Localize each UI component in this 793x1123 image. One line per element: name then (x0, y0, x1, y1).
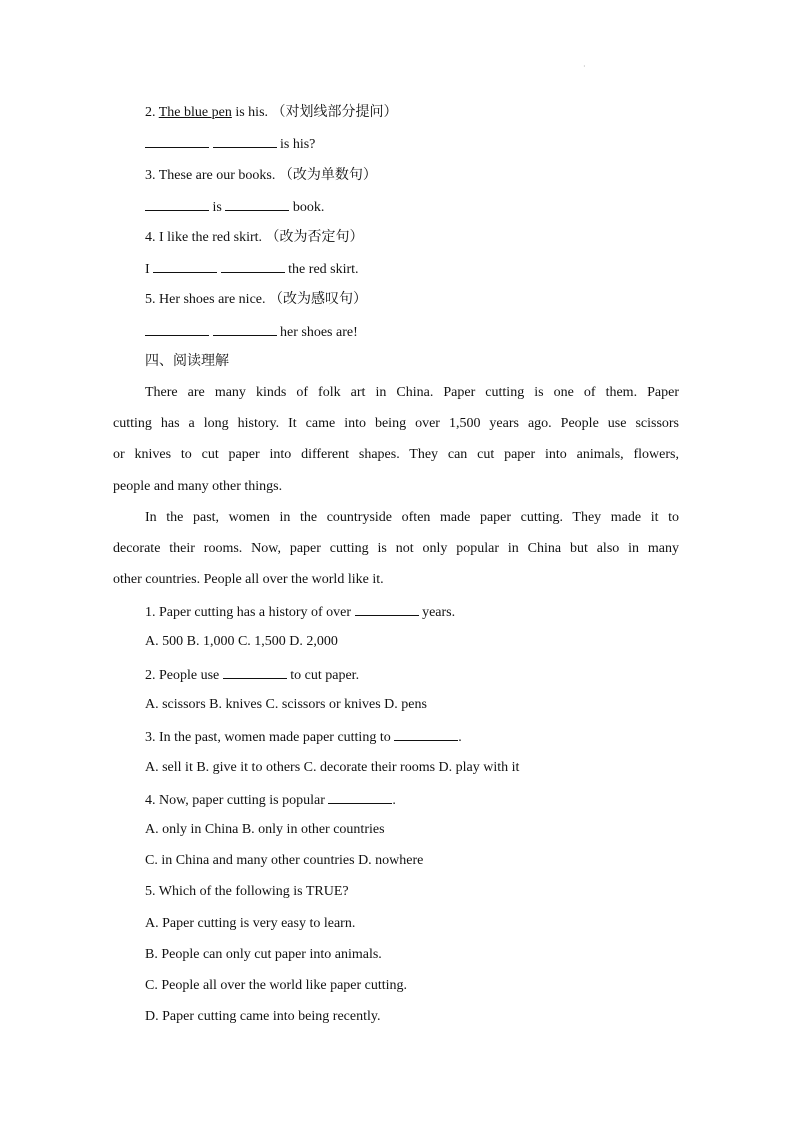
question-5: 5. Which of the following is TRUE? (145, 884, 349, 899)
answer-blank[interactable] (223, 665, 287, 679)
answer-line-5: her shoes are! (145, 322, 358, 342)
answer-blank[interactable] (145, 134, 209, 148)
answer-line-2: is his? (145, 134, 315, 154)
answer-blank[interactable] (225, 197, 289, 211)
answer-blank[interactable] (221, 259, 285, 273)
passage-line: people and many other things. (113, 479, 283, 494)
question-2-options: A. scissors B. knives C. scissors or knives D. pens (145, 697, 427, 712)
question-1: 1. Paper cutting has a history of over years. (145, 602, 455, 622)
passage-line: In the past, women in the countryside often made paper cutting. They made it to (145, 510, 679, 525)
passage-line: or knives to cut paper into different shapes. They can cut paper into animals, flowers, (113, 447, 679, 462)
answer-blank[interactable] (145, 322, 209, 336)
question-5-option-b: B. People can only cut paper into animals. (145, 947, 382, 962)
question-2: 2. People use to cut paper. (145, 665, 359, 685)
question-5-option-c: C. People all over the world like paper cutting. (145, 978, 408, 993)
answer-blank[interactable] (145, 197, 209, 211)
question-3: 3. In the past, women made paper cutting to . (145, 727, 462, 747)
answer-line-4: I the red skirt. (145, 259, 359, 279)
question-4: 4. Now, paper cutting is popular . (145, 790, 396, 810)
corner-mark: · (583, 62, 586, 71)
answer-blank[interactable] (394, 727, 458, 741)
instruction: （改为单数句） (278, 167, 377, 183)
answer-blank[interactable] (213, 134, 277, 148)
underlined-phrase: The blue pen (158, 105, 232, 120)
instruction: （对划线部分提问） (271, 104, 398, 120)
passage-line: There are many kinds of folk art in China. Paper cutting is one of them. Paper (145, 385, 679, 400)
passage-line: cutting has a long history. It came into being over 1,500 years ago. People use scissors (113, 416, 679, 431)
question-5-option-d: D. Paper cutting came into being recently. (145, 1009, 381, 1024)
rewrite-question-2: 2. The blue pen is his. （对划线部分提问） (145, 104, 398, 120)
instruction: （改为否定句） (265, 229, 364, 245)
section-heading: 四、阅读理解 (145, 353, 229, 369)
rewrite-question-3: 3. These are our books. （改为单数句） (145, 167, 377, 183)
answer-line-3: is book. (145, 197, 324, 217)
instruction: （改为感叹句） (269, 291, 368, 307)
question-5-option-a: A. Paper cutting is very easy to learn. (145, 916, 356, 931)
answer-blank[interactable] (328, 790, 392, 804)
question-1-options: A. 500 B. 1,000 C. 1,500 D. 2,000 (145, 634, 338, 649)
rewrite-question-4: 4. I like the red skirt. （改为否定句） (145, 229, 364, 245)
question-4-options-ab: A. only in China B. only in other countries (145, 822, 385, 837)
question-3-options: A. sell it B. give it to others C. decorate their rooms D. play with it (145, 760, 520, 775)
answer-blank[interactable] (213, 322, 277, 336)
answer-blank[interactable] (355, 602, 419, 616)
passage-line: other countries. People all over the world like it. (113, 572, 384, 587)
rewrite-question-5: 5. Her shoes are nice. （改为感叹句） (145, 291, 368, 307)
passage-line: decorate their rooms. Now, paper cutting is not only popular in China but also in many (113, 541, 679, 556)
answer-blank[interactable] (153, 259, 217, 273)
question-4-options-cd: C. in China and many other countries D. nowhere (145, 853, 424, 868)
